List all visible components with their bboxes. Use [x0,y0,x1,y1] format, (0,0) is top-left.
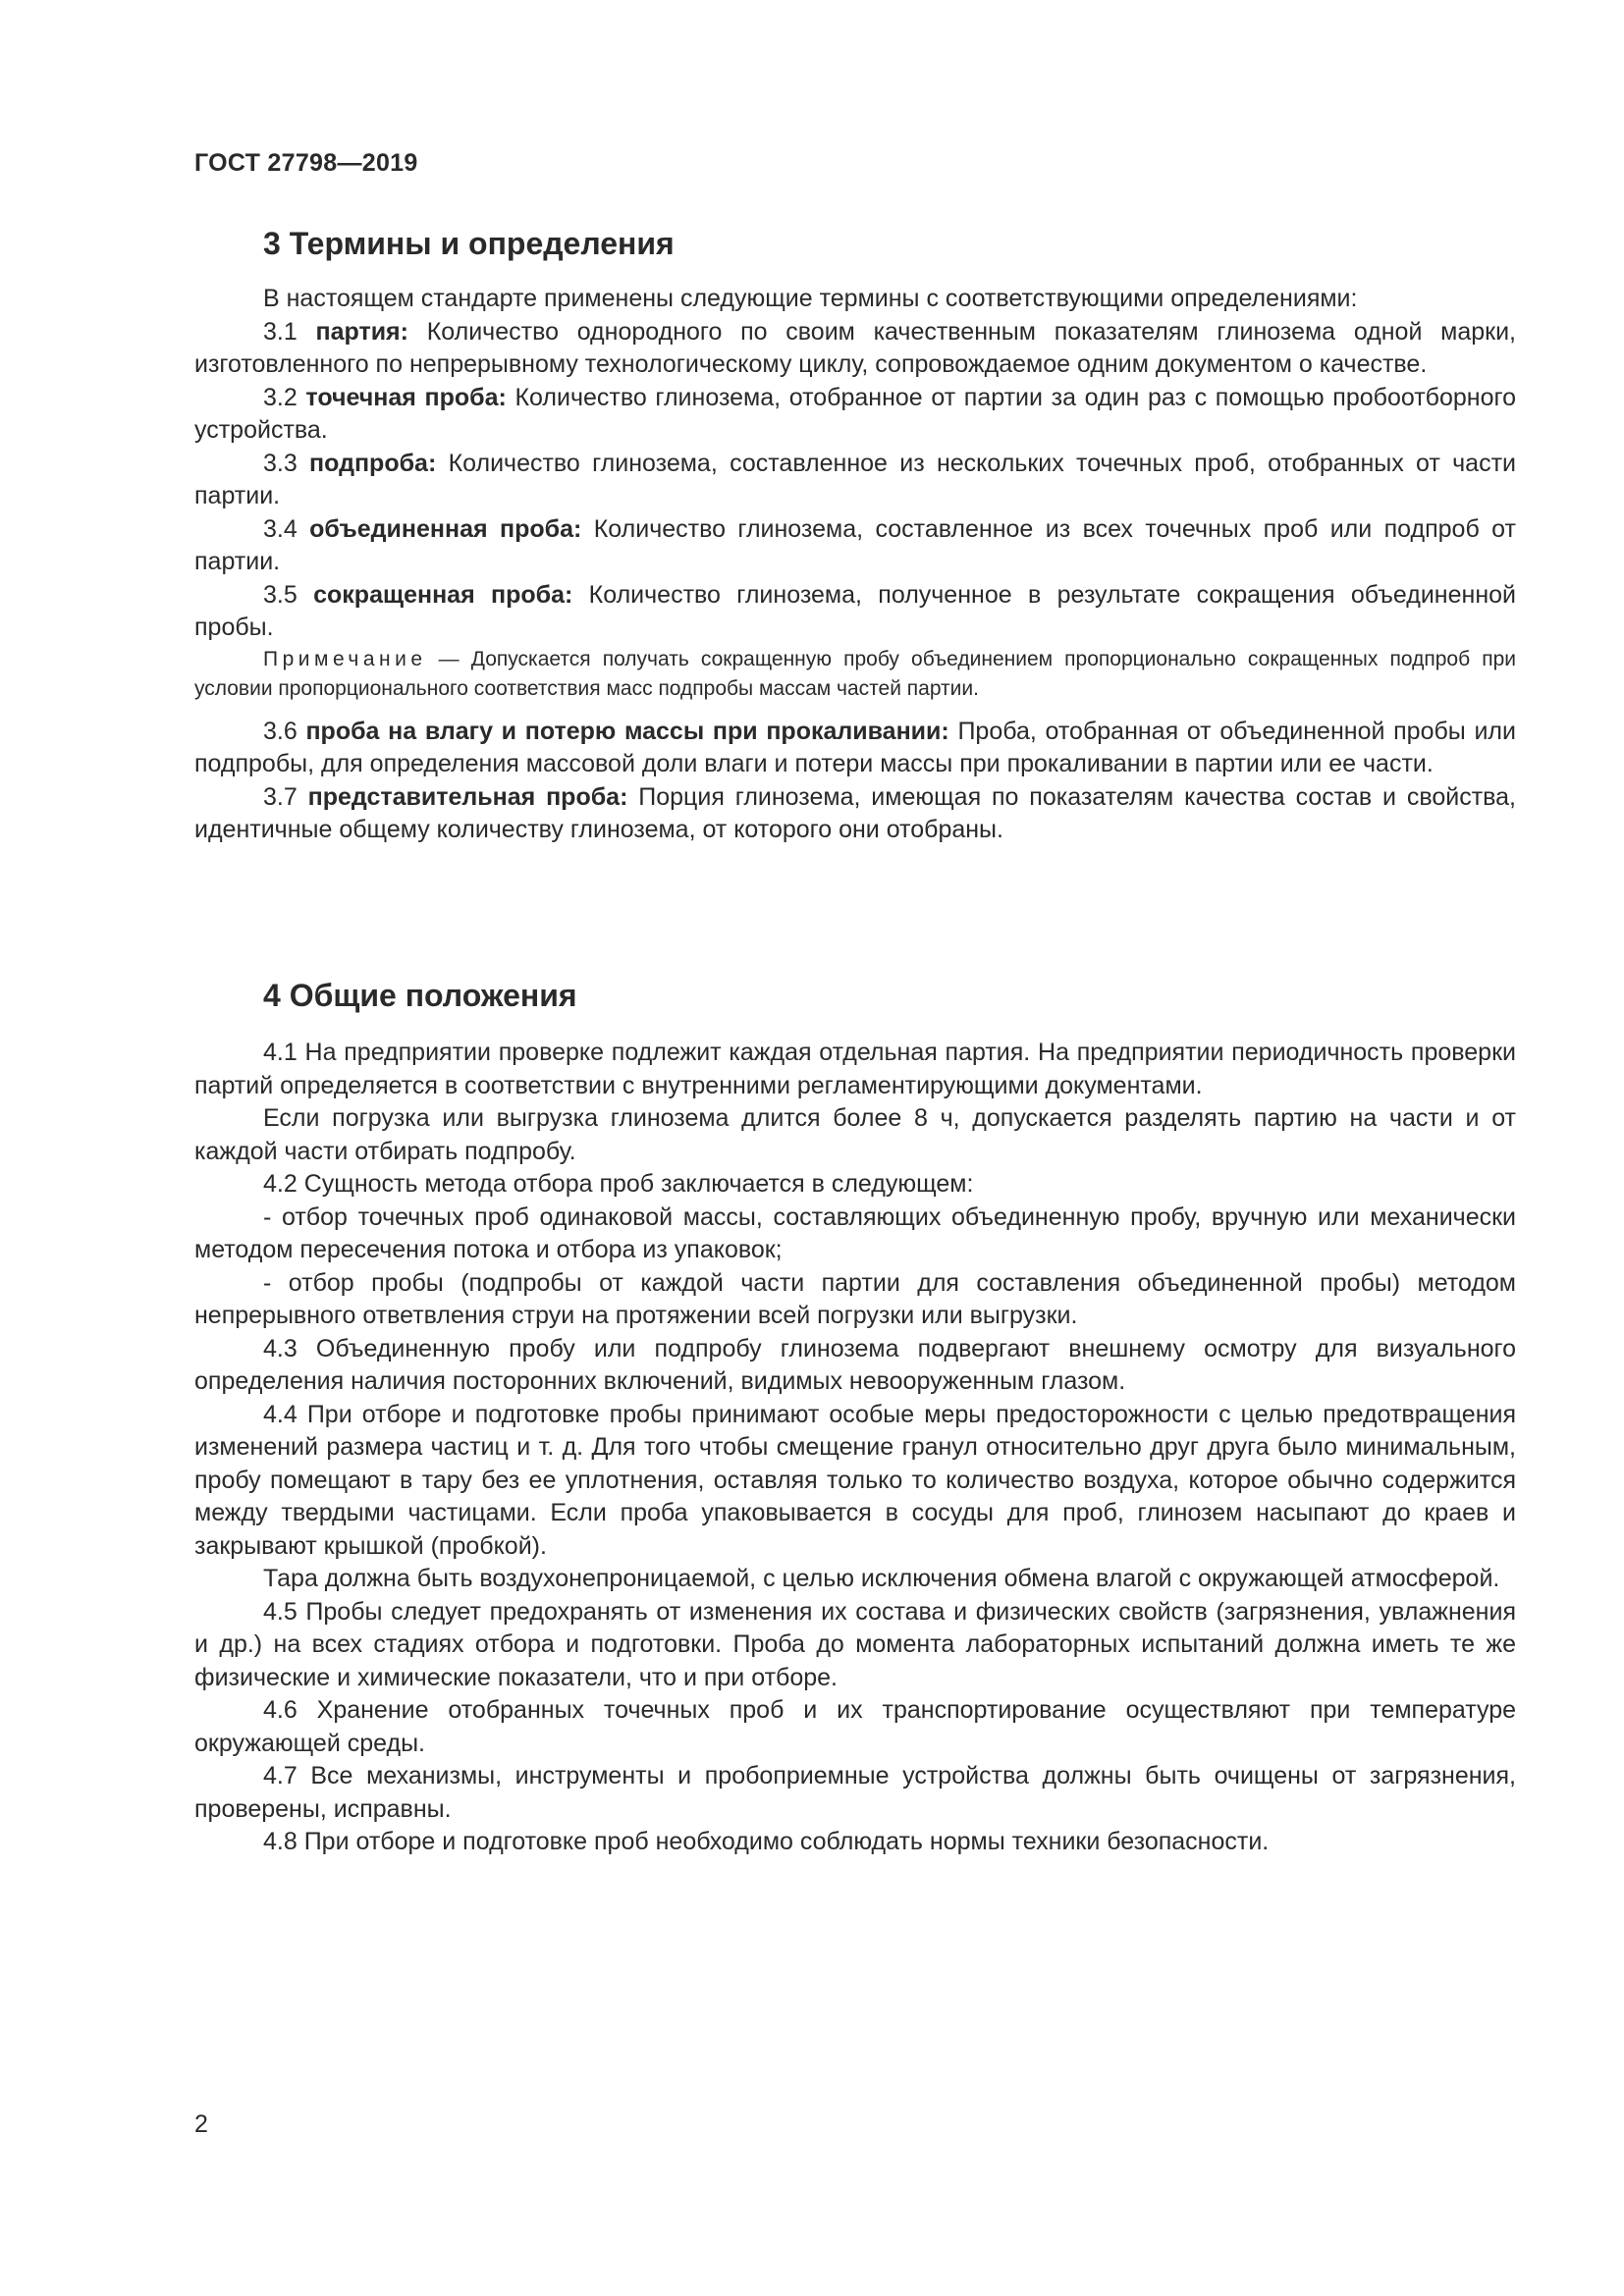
term-name: представительная проба: [307,782,628,811]
term-name: сокращенная проба: [313,580,573,609]
paragraph-4-1: 4.1 На предприятии проверке подлежит каждая отдельная партия. На предприятии периодичность проверки партий определяется в соответствии с внутренними регламентирующими документами. [194,1039,1516,1099]
paragraph-4-4-b: Тара должна быть воздухонепроницаемой, с целью исключения обмена влагой с окружающей атмосферой. [263,1565,1500,1592]
term-number: 3.3 [263,449,310,477]
term-number: 3.2 [263,383,306,411]
paragraph-4-8: 4.8 При отборе и подготовке проб необходимо соблюдать нормы техники безопасности. [263,1828,1270,1855]
term-definition: Проба, отобранная от объединенной пробы или подпробы, для определения массовой доли влаги и потери массы при прокаливании в партии или ее части. [194,717,1516,777]
term-name: подпроба: [309,449,437,477]
term-3-6 [194,716,1516,781]
paragraph-4-6: 4.6 Хранение отобранных точечных проб и их транспортирование осуществляют при температуре окружающей среды. [194,1696,1516,1757]
term-number: 3.1 [263,317,316,346]
paragraph-4-1-b: Если погрузка или выгрузка глинозема длится более 8 ч, допускается разделять партию на части и от каждой части отбирать подпробу. [194,1104,1516,1165]
term-definition: Количество глинозема, отобранное от партии за один раз с помощью пробоотборного устройства. [194,383,1516,444]
section-3-intro: В настоящем стандарте применены следующие термины с соответствующими определениями: [263,285,1358,312]
term-name: проба на влагу и потерю массы при прокаливании: [305,717,949,745]
term-3-2 [194,382,1516,448]
note-text: — Допускается получать сокращенную пробу объединением пропорционально сокращенных подпроб при условии пропорционального соответствия масс подпробы массам частей партии. [194,647,1516,700]
document-code: ГОСТ 27798—2019 [194,149,418,177]
term-3-5 [194,579,1516,645]
paragraph-4-4: 4.4 При отборе и подготовке пробы принимают особые меры предосторожности с целью предотвращения изменений размера частиц и т. д. Для того чтобы смещение гранул относительно друг друга было минимальным, пробу помещают в тару без ее уплотнения, оставляя только то количество воздуха, которое обычно содержится между твердыми частицами. Если проба упаковывается в сосуды для проб, глинозем насыпают до краев и закрывают крышкой (пробкой). [194,1400,1516,1560]
paragraph-4-7: 4.7 Все механизмы, инструменты и пробоприемные устройства должны быть очищены от загрязнения, проверены, исправны. [194,1762,1516,1823]
term-3-4 [194,513,1516,579]
term-3-7 [194,781,1516,847]
term-definition: Порция глинозема, имеющая по показателям качества состав и свойства, идентичные общему количеству глинозема, от которого они отобраны. [194,782,1516,843]
term-number: 3.5 [263,580,314,609]
term-name: точечная проба: [305,383,507,411]
section-4-title: 4 Общие положения [263,978,577,1013]
section-4-body [194,1037,1516,1859]
section-3-title: 3 Термины и определения [263,226,675,261]
term-number: 3.7 [263,782,308,811]
term-definition: Количество глинозема, полученное в результате сокращения объединенной пробы. [194,580,1516,641]
page-number: 2 [194,2110,208,2138]
paragraph-4-2: 4.2 Сущность метода отбора проб заключается в следующем: [263,1170,974,1198]
list-item: - отбор точечных проб одинаковой массы, составляющих объединенную пробу, вручную или механически методом пересечения потока и отбора из упаковок; [194,1202,1516,1263]
note-label: Примечание [263,647,427,670]
term-number: 3.4 [263,514,310,543]
paragraph-4-5: 4.5 Пробы следует предохранять от изменения их состава и физических свойств (загрязнения, увлажнения и др.) на всех стадиях отбора и подготовки. Проба до момента лабораторных испытаний должна иметь те же физические и химические показатели, что и при отборе. [194,1597,1516,1691]
term-definition: Количество глинозема, составленное из всех точечных проб или подпроб от партии. [194,514,1516,575]
term-name: партия: [315,317,408,346]
term-3-3 [194,448,1516,513]
section-3-body [194,283,1516,847]
term-number: 3.6 [263,717,306,745]
note [194,645,1516,704]
term-definition: Количество глинозема, составленное из нескольких точечных проб, отобранных от части партии. [194,449,1516,509]
term-name: объединенная проба: [309,514,582,543]
list-item: - отбор пробы (подпробы от каждой части партии для составления объединенной пробы) методом непрерывного ответвления струи на протяжении всей погрузки или выгрузки. [194,1268,1516,1329]
paragraph-4-3: 4.3 Объединенную пробу или подпробу глинозема подвергают внешнему осмотру для визуального определения наличия посторонних включений, видимых невооруженным глазом. [194,1334,1516,1395]
term-3-1 [194,316,1516,382]
term-definition: Количество однородного по своим качественным показателям глинозема одной марки, изготовленного по непрерывному технологическому циклу, сопровождаемое одним документом о качестве. [194,317,1517,378]
